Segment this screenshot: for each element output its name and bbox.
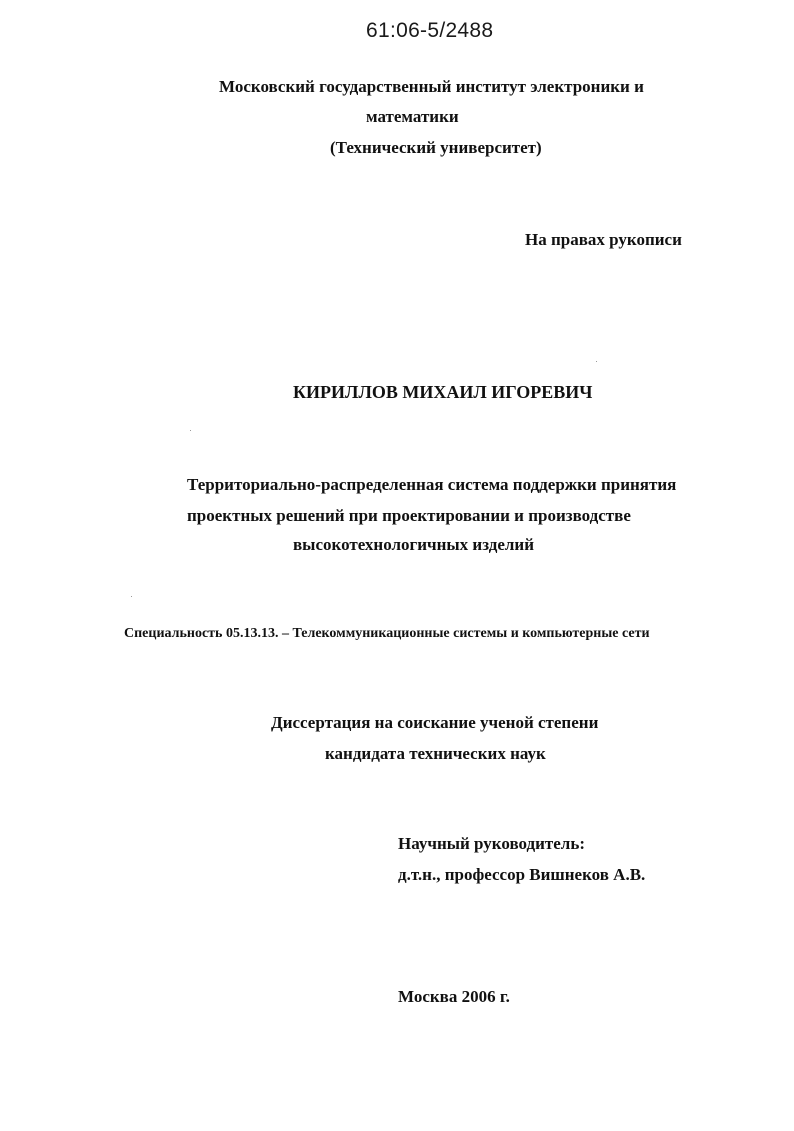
catalog-number: 61:06-5/2488 [366,19,494,42]
thesis-title-line-1: Территориально-распределенная система поддержки принятия [187,475,677,494]
place-year: Москва 2006 г. [398,987,510,1006]
specialty: Специальность 05.13.13. – Телекоммуникационные системы и компьютерные сети [124,626,650,641]
dissertation-line-2: кандидата технических наук [325,744,546,763]
dissertation-line-1: Диссертация на соискание ученой степени [271,713,599,732]
institution-line-2: математики [366,107,459,126]
institution-line-1: Московский государственный институт электроники и [219,77,644,96]
manuscript-rights: На правах рукописи [525,230,682,249]
thesis-title-line-3: высокотехнологичных изделий [293,535,535,554]
author-name: КИРИЛЛОВ МИХАИЛ ИГОРЕВИЧ [293,382,593,402]
institution-line-3: (Технический университет) [330,138,542,157]
supervisor-name: д.т.н., профессор Вишнеков А.В. [398,865,646,884]
supervisor-label: Научный руководитель: [398,834,585,853]
thesis-title-line-2: проектных решений при проектировании и производстве [187,506,631,525]
scan-speck [190,430,191,431]
scan-speck [596,361,597,362]
scan-speck [131,596,132,597]
